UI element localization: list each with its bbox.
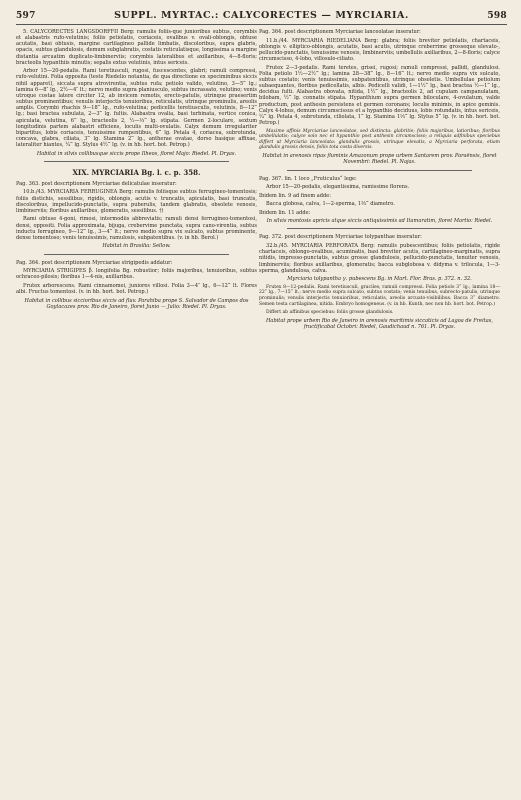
left-column xyxy=(16,29,257,769)
section-divider xyxy=(44,254,229,255)
paragraph: 11.b./44. MYRCIARIA RIEDELIANA Berg: glabra; foliis breviter petiolatis, chartaceis, oblongis v. elliptico-oblongis, acutatis, basi acutis, utrinque creberrime grosseque elevato-, pellucido-punctatis, tenuissime venosis, limbinerviis; umbellulis axillaribus, 2—8-floris; calyce circumscisso, 4-lobo, villosulo-ciliato. xyxy=(259,37,500,63)
page-header xyxy=(16,10,507,21)
paragraph: Pag. 364. post descriptionem Myrciariae strigipedis addatur: xyxy=(16,259,173,266)
paragraph: Pag. 372. post descriptionem Myrciariae tolypanthae inseratur: xyxy=(259,234,422,241)
section-divider xyxy=(287,228,472,229)
paragraph: Ibidem lin. 11 adde: xyxy=(259,209,311,216)
running-title: SUPPL. MYRTAC.: CALYCORECTES — MYRCIARIA. xyxy=(114,10,409,21)
paragraph: Habitat in Brasilia: Sellow. xyxy=(102,243,171,250)
paragraph: Frutex 2—3-pedalis. Rami teretes, grisei, rugosi; ramuli compressi, pallidi, glandulosi. Folia petiolo 1½—2½‴ lg.; lamina 28—38‴ lg., 8—16‴ lt.; nervo medio supra vix sulcato, subtus costato; venis tenuissimis, subpatentibus, utrinque obsoletis. Umbellulae petiolum subaequantes, floribus pedicellatis, albis. Pedicelli validi, 1—1½‴ lg., basi bractea ½—1‴ lg., decidua fulti. Alabastra obovata, nitida, 1½‴ lg., bracteolis 2, ad cupulam campanulatam, bilobam, ½‴ lg. connatis stipata. Hypanthium supra germen biloculare, 4-ovulatum, valde productum, post anthesin persistens et germen coronans; loculis minimis, in apice geminis. Calyx 4-lobus, demum circumscissus et a hypanthio deciduus, lobis rotundatis, intus sericeis, ¼‴ lg. Petala 4, subrotunda, ciliolata, 1‴ lg. Stamina 1⅓‴ lg. Stylus 5‴ lg. (v. in hb. hort. bot. Petrop.) xyxy=(259,64,500,126)
header-rule xyxy=(16,24,507,25)
paragraph: Bacca globosa, calva, 1—2-sperma, 1⅔‴ diametro. xyxy=(266,201,395,208)
page-number-right: 598 xyxy=(487,11,507,21)
section-divider xyxy=(287,170,472,171)
paragraph: 5. CALYCORECTES LANGSDORFFII Berg: ramulis foliis-que junioribus subtus, corymbis et alabastris rufo-velutinis; foliis petiolatis, coriaceis, ovalibus v. ovali-oblongis, obtuse acutatis, basi obtusis, margine cartilagineo pallide limbatis, discoloribus, supra glabris, opacis, subtus glandulosis, demum subglabratis, costatis reticulatisque, longissima a margine distantia arcuatim duplicato-limbinerviis; corymbis lateralibus et axillaribus, 4—8-floris; bracteolis hypanthiis minutis; sepalis extus velutinis, intus sericeis. xyxy=(16,29,257,66)
paragraph: Pag. 367. lin. 1 loco „Fruticulus“ lege: xyxy=(259,175,357,182)
right-column xyxy=(259,29,500,769)
paragraph: Myrciaria tolypantha γ. pubescens Bg. in Mart. Flor. Bras. p. 372. n. 32. xyxy=(287,276,472,283)
page-number-left: 597 xyxy=(16,11,36,21)
paragraph: Habitat in arenosis ripas fluminis Amazonum prope urbem Santarem prov. Paraënsis, floret Novembri: Riedel. Pl. Najas. xyxy=(262,153,497,166)
paragraph: Habitat prope urbem Rio de Janeiro in arenosis maritimis siccaticis ad Lagoa de Freitas, fructificabat Octobri: Riedel, Gaudichaud n. 761. Pl. Dryas. xyxy=(266,317,493,330)
paragraph: Ibidem lin. 9 ad finem adde: xyxy=(259,192,331,199)
paragraph: Arbor 15—20-pedalis. Rami teretiusculi, rugosi, fuscescentes, glabri; ramuli compressi, rufo-velutini. Folia opposita (teste Riedelio notantia, de qua directione ex speciminibus siccis nihil apparet), siccata supra atrovirentia, subtus rufa; petiolo valido, velutino, 3—5‴ lg.; lamina 6—8″ lg., 2½—4″ lt.; nervo medio supra planiusculo, subtus incrassato, velutino; venis utroque costae latere circiter 12, ab invicem remotis, erecto-patulis, utrinque praesertim subtus prominentibus; venulis interjectis tenuioribus, reticulatis, utrinque prominulis, areolis amplis. Corymbi rhachis 9—18‴ lg., rufo-velutina; pedicellis teretiusculis, velutinis, 8—12‴ lg.; basi bractea subulata, 2—3‴ lg. fultis. Alabastra ovalia, basi turbinata, vertice conica, apiculata, velutina, 6‴ lg., bracteolis 2, ½—⅓‴ lg. stipata. Germen 2-loculare, sextum longitudinis partem alabastri efficiens, loculis multi-ovulatis. Calyx demum irregulariter bipartitus, lobis coriaceis, tenuissime rumpentibus, 6‴ lg. Petala 4, coriacea, subrotunda, concava, glabra, ciliata, 3‴ lg. Stamina 2‴ lg., antherae ovatae, dorso basique affixae, lateraliter hiantes, ¼‴ lg. Stylus 4½‴ lg. (v. in hb. hort. bot. Petrop.) xyxy=(16,68,257,149)
paragraph: Habitat in silvis collibusque siccis prope Ilheos, floret Majo: Riedel. Pl. Dryas. xyxy=(36,150,237,157)
paragraph: Differt ab affinibus speciebus: foliis grosse glandulosis. xyxy=(266,309,394,315)
paragraph: Habitat in collibus siccioribus siccis ad fluv. Parahiba prope S. Salvador de Campos dos Goytacazes prov. Rio de Janeiro, floret Junio — Julio: Riedel. Pl. Dryas. xyxy=(24,297,249,310)
paragraph: MYRCIARIA STRIGIPES β. longifolia Bg. robustior; foliis majoribus, tenuioribus, subtus ochraceo-pilosis; floribus 1—4-nis, axillaribus. xyxy=(16,268,257,281)
paragraph: 32.b./45. MYRCIARIA PERFORATA Berg: ramulis pubescentibus; foliis petiolatis, rigide chartaceis, oblongo-ovalibus, acuminatis, basi breviter acutis, cartilagineo-marginatis, supra nitidis, impresso-punctatis, subtus grosse glandulosis, pellucido-punctatis, tenuiter venosis, limbinerviis; floribus axillaribus, glomeratis; bacca subglobosa v. didyma v. trilocula, 1—3-sperma, glandulosa, calva. xyxy=(259,243,500,274)
section-heading: XIX. MYRCIARIA Bg. l. c. p. 358. xyxy=(72,167,201,177)
paragraph: Maxime affinis Myrciariae lanceolatae, sed distincta: glabritie; foliis majoribus, latioribus; floribus umbellulatis; calyce solo nec et hypanthio post anthesin circumscisso; a reliquis adfinibus speciebus differt ut Myrciaria lanceolata: glandulis grossis, utrinque elevatis, a Myrciaria perforata, etiam glandulis grossis densis, foliis tota costa diversis. xyxy=(259,128,500,151)
paragraph: Pag. 363. post descriptionem Myrciariae delicatulae inseratur: xyxy=(16,180,177,187)
section-divider xyxy=(44,161,229,162)
paragraph: Arbor 15—20-pedalis, elegantissima, ramissime florens. xyxy=(266,184,410,191)
paragraph: Frutex arborescens. Rami cinnamomei, juniores villosi. Folia 3—4″ lg., 6—12‴ lt. Flores albi. Fructus tomentosi. (v. in hb. hort. bot. Petrop.) xyxy=(16,282,257,296)
paragraph: Pag. 364. post descriptionem Myrciariae lanceolatae inseratur: xyxy=(259,29,421,35)
paragraph: In silvis montosis apricis atque siccis antiquissimis ad Itamaratim, floret Martio: Riedel. xyxy=(266,218,493,225)
paragraph: 10.b./43. MYRCIARIA FERRUGINEA Berg: ramulis foliisque subtus ferrugineo-tomentosis; foliis distichis, sessilibus, rigidis, oblongis, acutis v. truncatis, apiculatis, basi truncatis, discoloribus, impellucido-punctatis, supra puberulis, tandem glabratis, obsolete venosis, limbinerviis; floribus axillaribus, glomeratis, sessilibus. †) xyxy=(16,189,257,214)
paragraph: Rami obtuse 4-goni, rimosi, intermodiis abbreviatis; ramuli densi ferrugineo-tomentosi, densi, oppositi. Folia approximata, bijuga, crebervime punctata, supra cano-virentia, subtus inductu ferrugineo, 9—12‴ lg., 3—4‴ lt.; nervo medio supra vix sulcato, subtus prominente, dense tomentoso; venis tenuissimis, ramulosis, subpatentibus. (v. in hb. Berol.) xyxy=(16,216,257,241)
paragraph: Frutex 8—12-pedalis. Rami teretiusculi, graciles; ramuli compressi. Folia petiolo 3‴ lg.; lamina 18—22‴ lg., 7—15‴ lt.; nervo medio supra sulcato, subtus costato; venis tenuibus, subrecto-patulis, utrinque prominulis; venulis interjectis tenuioribus, reticulatis, areolis arcuato-visibilibus. Bacca 3‴ diametro. Semen testa cartilaginea, nitida. Embryo homogeneus. (v. in hb. Kunth, nec non hb. hort. bot. Petrop.) xyxy=(259,284,500,307)
two-column-body xyxy=(16,29,507,769)
